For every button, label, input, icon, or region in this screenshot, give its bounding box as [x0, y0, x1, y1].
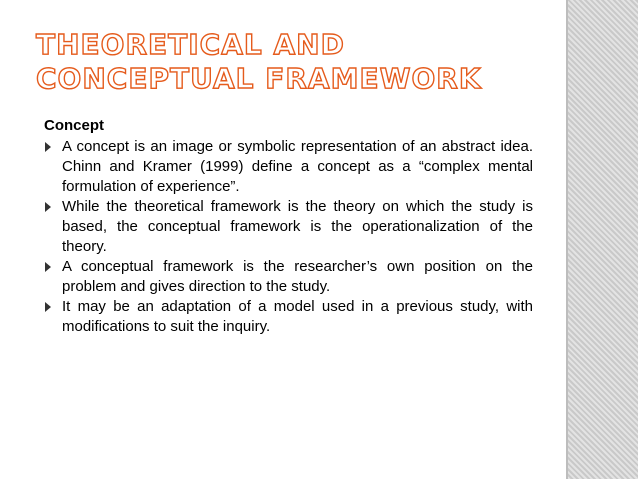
bullet-item	[44, 137, 533, 197]
slide-title	[36, 28, 576, 96]
triangle-bullet-icon	[45, 302, 51, 312]
title-line-2: CONCEPTUAL FRAMEWORK	[36, 62, 482, 95]
decorative-side-band	[568, 0, 638, 479]
triangle-bullet-icon	[45, 142, 51, 152]
bullet-item	[44, 257, 533, 297]
bullet-text: A conceptual framework is the researcher’s own position on the problem and gives direction to the study.	[62, 258, 533, 295]
title-line-1: THEORETICAL AND	[36, 28, 345, 61]
slide-body	[44, 116, 533, 337]
bullet-text: While the theoretical framework is the theory on which the study is based, the conceptual framework is the operationalization of the theory.	[62, 198, 533, 255]
bullet-item	[44, 297, 533, 337]
bullet-list	[44, 137, 533, 337]
bullet-text: A concept is an image or symbolic representation of an abstract idea. Chinn and Kramer (1999) define a concept as a “complex mental formulation of experience”.	[62, 138, 533, 195]
section-label: Concept	[44, 117, 104, 134]
bullet-text: It may be an adaptation of a model used in a previous study, with modifications to suit the inquiry.	[62, 298, 533, 335]
triangle-bullet-icon	[45, 262, 51, 272]
triangle-bullet-icon	[45, 202, 51, 212]
bullet-item	[44, 197, 533, 257]
